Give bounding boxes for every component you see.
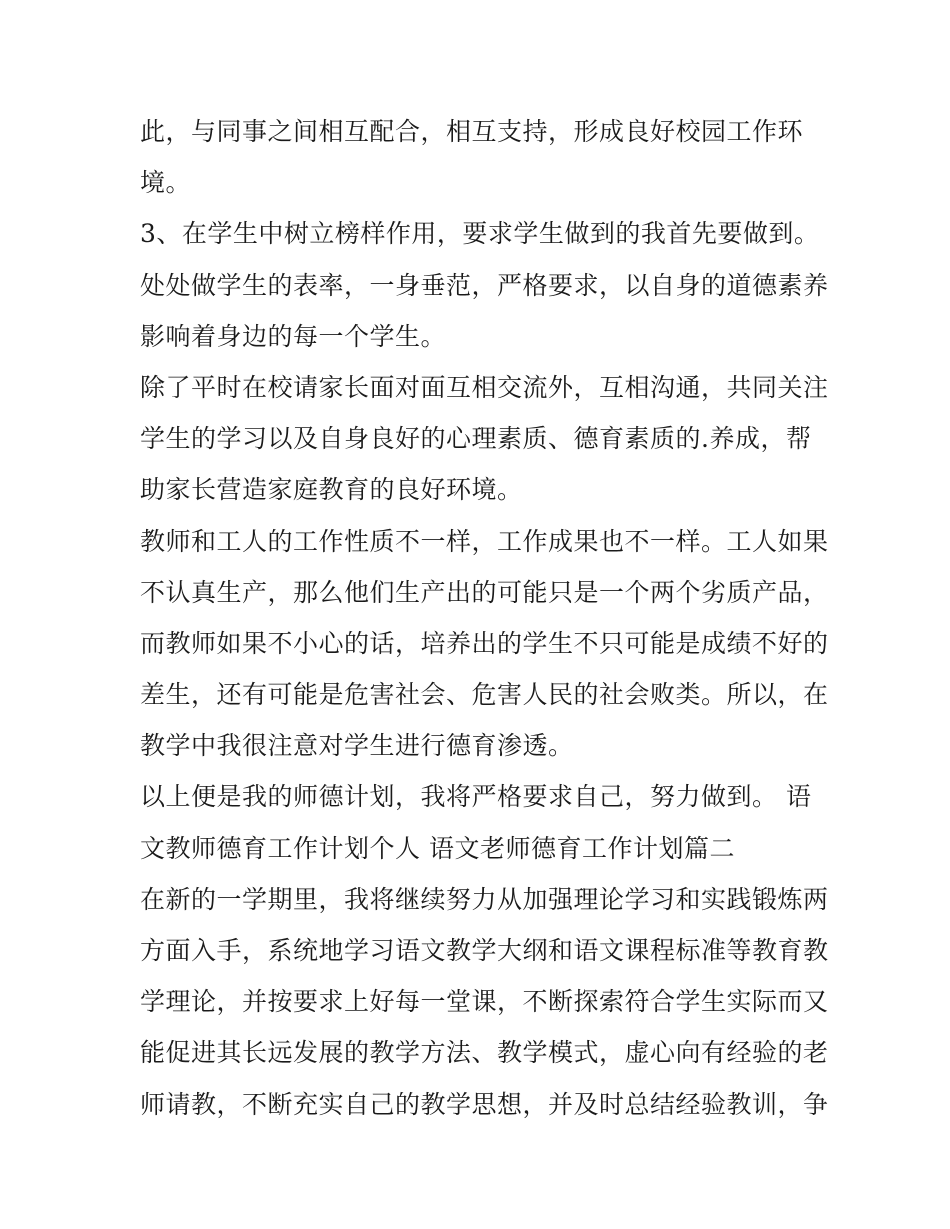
text-line: 文教师德育工作计划个人 语文老师德育工作计划篇二 [140, 833, 735, 863]
text-line: 方面入手，系统地学习语文教学大纲和语文课程标准等教育教 [140, 936, 829, 965]
text-line: 学理论，并按要求上好每一堂课，不断探索符合学生实际而又 [140, 987, 829, 1017]
text-line: 差生，还有可能是危害社会、危害人民的社会败类。所以，在 [140, 680, 829, 710]
text-line: 而教师如果不小心的话，培养出的学生不只可能是成绩不好的 [140, 628, 829, 658]
text-line: 教学中我很注意对学生进行德育渗透。 [140, 731, 574, 761]
text-line: 不认真生产，那么他们生产出的可能只是一个两个劣质产品， [140, 577, 829, 607]
text-line: 处处做学生的表率，一身垂范，严格要求，以自身的道德素养 [140, 270, 829, 300]
text-line: 3、在学生中树立榜样作用，要求学生做到的我首先要做到。 [140, 219, 820, 249]
text-line: 在新的一学期里，我将继续努力从加强理论学习和实践锻炼两 [140, 884, 829, 914]
text-line: 境。 [140, 168, 192, 198]
text-line: 师请教，不断充实自己的教学思想，并及时总结经验教训，争 [140, 1089, 829, 1119]
text-line: 学生的学习以及自身良好的心理素质、德育素质的.养成，帮 [140, 424, 812, 454]
text-line: 除了平时在校请家长面对面互相交流外，互相沟通，共同关注 [140, 372, 829, 402]
text-line: 此，与同事之间相互配合，相互支持，形成良好校园工作环 [140, 117, 804, 146]
text-line: 教师和工人的工作性质不一样，工作成果也不一样。工人如果 [140, 526, 829, 556]
text-line: 能促进其长远发展的教学方法、教学模式，虚心向有经验的老 [140, 1038, 829, 1068]
text-line: 助家长营造家庭教育的良好环境。 [140, 475, 523, 505]
text-line: 以上便是我的师德计划，我将严格要求自己，努力做到。 语 [140, 782, 812, 812]
text-line: 影响着身边的每一个学生。 [140, 321, 447, 351]
document-body [140, 106, 829, 1130]
